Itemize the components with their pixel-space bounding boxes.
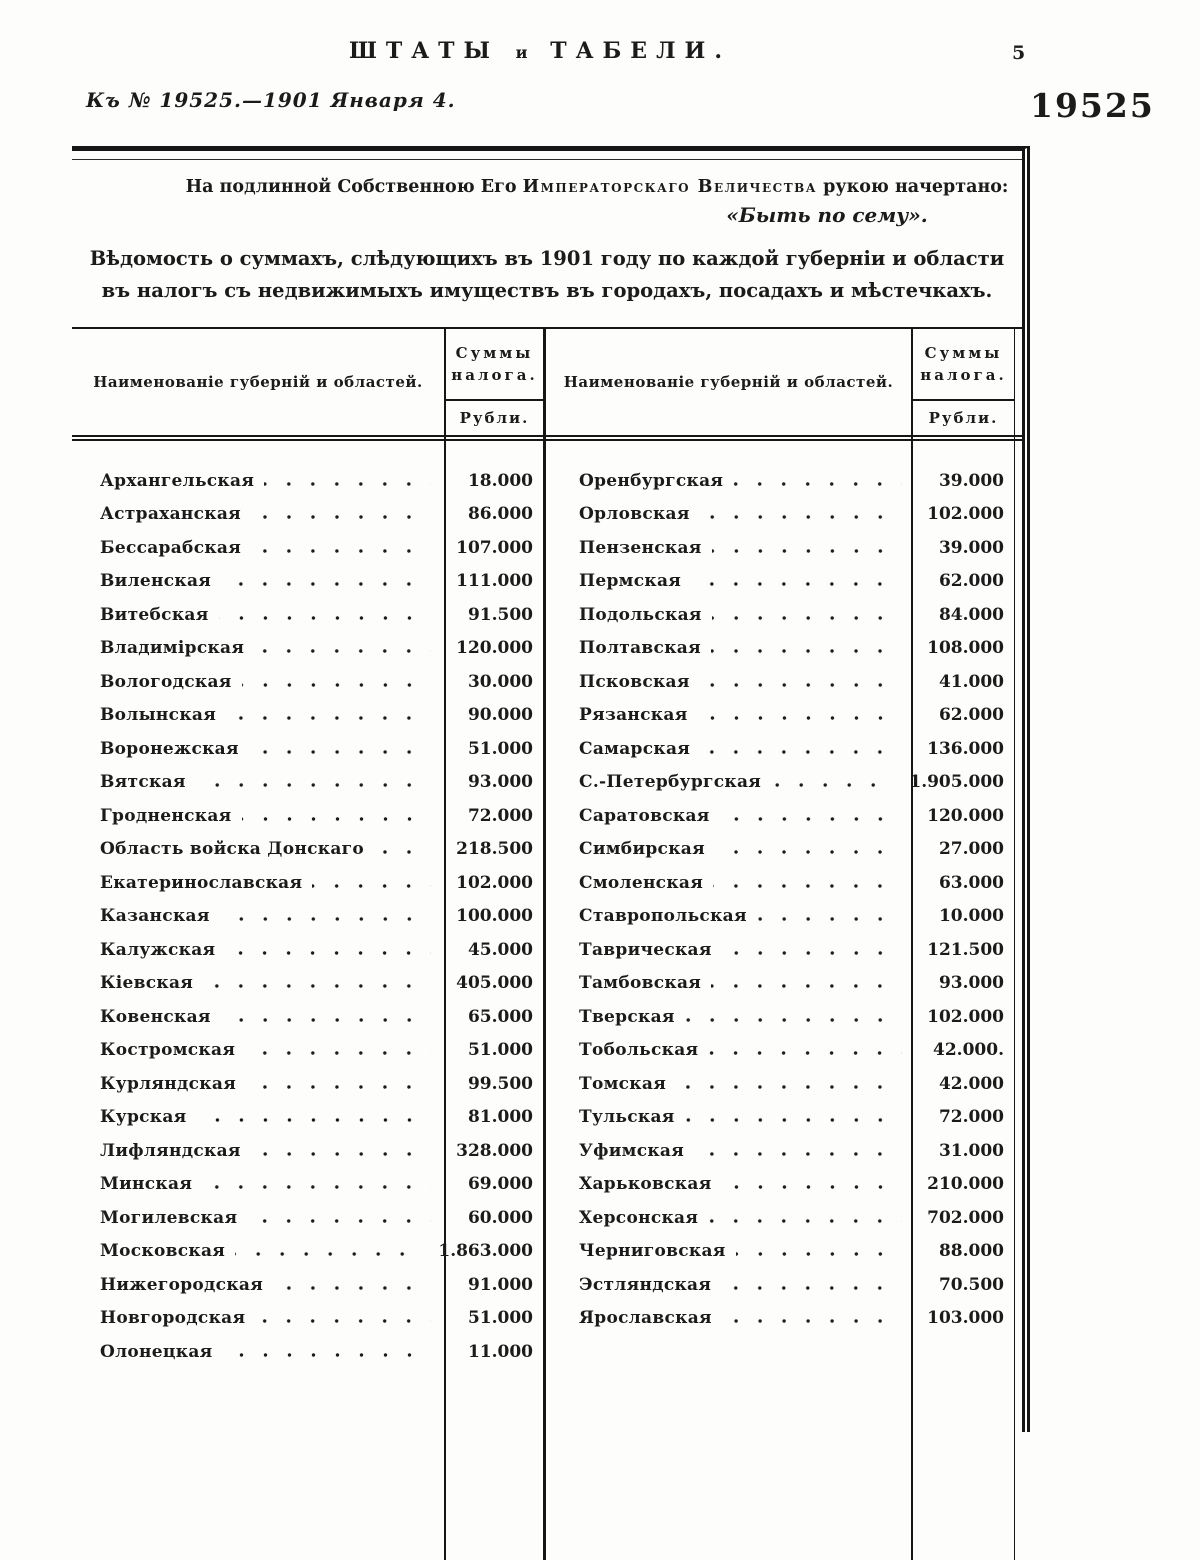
table-row [72,464,543,498]
table-row [72,1067,543,1101]
governorate-name: Архангельская [100,470,255,491]
dot-leader [715,849,902,855]
top-thin-rule [72,159,1022,160]
governorate-name: Херсонская [579,1207,699,1228]
table-row [546,565,1014,599]
dot-leader [722,1318,902,1324]
tax-amount: 1.863.000 [438,1241,533,1262]
tax-amount: 93.000 [938,973,1004,994]
dot-leader [223,1352,431,1358]
tax-amount: 10.000 [938,906,1004,927]
table-row [546,900,1014,934]
table-row [72,598,543,632]
header-conjunction: и [515,43,534,62]
governorate-name: Пермская [579,571,682,592]
governorate-name: Орловская [579,504,690,525]
table-body-right [546,464,1014,1335]
tax-amount: 62.000 [938,571,1004,592]
tax-amount: 102.000 [456,872,533,893]
governorate-name: Ставропольская [579,906,747,927]
tax-amount: 72.000 [938,1107,1004,1128]
table-row [546,967,1014,1001]
tax-amount: 1.905.000 [909,772,1004,793]
governorate-name: Витебская [100,604,209,625]
governorate-name: Тобольская [579,1040,699,1061]
page-header-title [300,38,780,64]
table-row [546,699,1014,733]
dot-leader [249,749,431,755]
dot-leader [685,1017,902,1023]
governorate-name: Калужская [100,939,216,960]
dot-leader [254,648,431,654]
proclamation-majesty: Императорскаго Величества [522,177,818,197]
governorate-name: Волынская [100,705,217,726]
table-row [72,1302,543,1336]
governorate-name: Нижегородская [100,1274,264,1295]
governorate-name: Эстляндская [579,1274,712,1295]
table-row [546,1067,1014,1101]
dot-leader [251,548,431,554]
governorate-name: Оренбургская [579,470,724,491]
governorate-name: Виленская [100,571,212,592]
tax-amount: 70.500 [938,1274,1004,1295]
proclamation-prefix: На подлинной Собственною Его [185,177,523,197]
governorate-name: Владимірская [100,638,245,659]
tax-amount: 42.000 [938,1073,1004,1094]
tax-amount: 39.000 [938,470,1004,491]
column-rule-right-edge [1014,329,1015,1560]
dot-leader [255,1318,431,1324]
tax-amount: 136.000 [927,738,1004,759]
tax-amount: 51.000 [467,1040,533,1061]
proclamation-suffix: рукою начертано: [817,177,1009,197]
table-row [72,1134,543,1168]
governorate-name: Курляндская [100,1073,237,1094]
dot-leader [245,1050,431,1056]
table-row [72,799,543,833]
tax-amount: 93.000 [467,772,533,793]
dot-leader [251,1151,431,1157]
governorate-name: Таврическая [579,939,712,960]
tax-amount: 99.500 [467,1073,533,1094]
governorate-name: Томская [579,1073,667,1094]
document-reference: Къ № 19525.—1901 Января 4. [86,88,456,112]
tax-amount: 18.000 [467,470,533,491]
tax-amount: 42.000. [933,1040,1004,1061]
table-row [546,1302,1014,1336]
tax-amount: 63.000 [938,872,1004,893]
dot-leader [694,1151,902,1157]
governorate-name: Кіевская [100,973,194,994]
table-row [72,1201,543,1235]
tax-amount: 86.000 [467,504,533,525]
sum-header-word1: Суммы [455,343,534,362]
governorate-name: Ковенская [100,1006,211,1027]
dot-leader [242,682,431,688]
dot-leader [721,1285,902,1291]
table-row [72,900,543,934]
governorate-name: Московская [100,1241,226,1262]
dot-leader [708,1050,902,1056]
tax-amount: 210.000 [927,1174,1004,1195]
governorate-name: Екатеринославская [100,872,303,893]
dot-leader [720,816,902,822]
tax-amount: 328.000 [456,1140,533,1161]
tax-amount: 88.000 [938,1241,1004,1262]
governorate-name: Гродненская [100,805,232,826]
tax-amount: 11.000 [467,1341,533,1362]
governorate-name: Костромская [100,1040,236,1061]
imperial-resolution: «Быть по сему». [726,203,928,227]
governorate-name: Олонецкая [100,1341,213,1362]
dot-leader [713,883,902,889]
dot-leader [711,983,902,989]
table-row [546,598,1014,632]
tax-amount: 65.000 [467,1006,533,1027]
dot-leader [711,648,902,654]
table-body-left [72,464,543,1369]
dot-leader [196,782,431,788]
dot-leader [251,514,431,520]
governorate-name: Полтавская [579,638,701,659]
sum-header-words [920,329,1006,399]
dot-leader [312,883,431,889]
table-row [546,1168,1014,1202]
column-header-names-right: Наименованіе губерній и областей. [563,373,894,391]
tax-amount: 27.000 [938,839,1004,860]
tax-amount: 108.000 [927,638,1004,659]
dot-leader [226,715,431,721]
governorate-name: Область войска Донскаго [100,839,365,860]
table-row [546,1000,1014,1034]
governorate-name: Вологодская [100,671,232,692]
tax-amount: 90.000 [467,705,533,726]
table-row [546,1235,1014,1269]
dot-leader [685,1117,902,1123]
tax-amount: 51.000 [467,1308,533,1329]
tax-amount: 69.000 [467,1174,533,1195]
sum-header-word2: налога. [451,366,538,384]
tax-amount: 31.000 [938,1140,1004,1161]
governorate-name: Казанская [100,906,210,927]
table-row [72,766,543,800]
tax-amount: 120.000 [927,805,1004,826]
table-row [546,632,1014,666]
tax-amount: 107.000 [456,537,533,558]
column-header-sums-left [446,329,543,435]
dot-leader [203,983,431,989]
governorate-name: Могилевская [100,1207,238,1228]
dot-leader [722,950,902,956]
page-number: 5 [1012,42,1026,64]
tax-amount: 45.000 [467,939,533,960]
governorate-name: Новгородская [100,1308,246,1329]
table-row [72,565,543,599]
tax-amount: 111.000 [456,571,533,592]
dot-leader [221,581,431,587]
governorate-name: Лифляндская [100,1140,241,1161]
tax-amount: 121.500 [927,939,1004,960]
governorate-name: Псковская [579,671,690,692]
table-row [72,1335,543,1369]
governorate-name: Тверская [579,1006,675,1027]
governorate-name: Подольская [579,604,702,625]
tax-amount: 62.000 [938,705,1004,726]
sum-header-words [451,329,537,399]
governorate-name: Бессарабская [100,537,242,558]
governorate-name: Харьковская [579,1174,712,1195]
imperial-proclamation [72,177,1022,197]
dot-leader [712,548,902,554]
dot-leader [733,481,902,487]
dot-leader [225,950,431,956]
dot-leader [712,615,902,621]
tax-amount: 103.000 [927,1308,1004,1329]
governorate-name: Самарская [579,738,691,759]
table-row [72,1268,543,1302]
table-row [546,1101,1014,1135]
dot-leader [676,1084,902,1090]
table-row [72,933,543,967]
dot-leader [264,481,431,487]
table-row [546,933,1014,967]
table-row [72,1000,543,1034]
governorate-name: Тульская [579,1107,675,1128]
table-row [546,1134,1014,1168]
table-row [72,1235,543,1269]
table-row [546,732,1014,766]
governorate-name: Ярославская [579,1308,712,1329]
table-row [72,498,543,532]
dot-leader [219,615,431,621]
column-header-names-left: Наименованіе губерній и областей. [93,373,423,391]
table-row [546,1034,1014,1068]
governorate-name: Саратовская [579,805,710,826]
governorate-name: Тамбовская [579,973,702,994]
dot-leader [757,916,902,922]
document-title: Вѣдомость о суммахъ, слѣдующихъ въ 1901 году по каждой губерніи и области въ налогъ съ недвижимыхъ имуществъ въ городахъ, посадахъ и мѣстечкахъ. [89,247,1005,302]
column-header-sums-right [913,329,1014,435]
table-row [546,1268,1014,1302]
tax-amount: 51.000 [467,738,533,759]
dot-leader [722,1184,902,1190]
governorate-name: Рязанская [579,705,688,726]
governorate-name: Астраханская [100,504,242,525]
dot-leader [247,1218,431,1224]
tax-amount: 102.000 [927,504,1004,525]
document-number: 19525 [1030,86,1155,125]
dot-leader [242,816,432,822]
table-row [72,531,543,565]
dot-leader [235,1251,424,1257]
governorate-name: Смоленская [579,872,704,893]
table-row [72,1101,543,1135]
dot-leader [700,749,902,755]
tax-amount: 60.000 [467,1207,533,1228]
table-row [72,967,543,1001]
table-row [546,531,1014,565]
governorate-name: Черниговская [579,1241,726,1262]
table-row [546,799,1014,833]
table-row [546,665,1014,699]
sum-header-word1: Суммы [924,343,1003,362]
dot-leader [202,1184,431,1190]
tax-amount: 218.500 [456,839,533,860]
dot-leader [246,1084,431,1090]
dot-leader [221,1017,431,1023]
table-row [72,1168,543,1202]
table-row [72,699,543,733]
dot-leader [700,514,902,520]
governorate-name: Минская [100,1174,193,1195]
tax-amount: 84.000 [938,604,1004,625]
tax-amount: 91.000 [467,1274,533,1295]
tax-amount: 81.000 [467,1107,533,1128]
header-word-tabeli: ТАБЕЛИ. [550,38,731,64]
tax-amount: 72.000 [467,805,533,826]
governorate-name: Курская [100,1107,187,1128]
dot-leader [691,581,902,587]
table-row [72,833,543,867]
table-row [546,766,1014,800]
table-row [72,866,543,900]
table-header-double-rule [72,435,1022,441]
dot-leader [197,1117,431,1123]
table-row [72,665,543,699]
table-row [546,464,1014,498]
table-row [546,866,1014,900]
governorate-name: С.-Петербургская [579,772,762,793]
dot-leader [708,1218,902,1224]
dot-leader [736,1251,902,1257]
tax-amount: 41.000 [938,671,1004,692]
dot-leader [771,782,895,788]
governorate-name: Вятская [100,772,186,793]
table-row [546,498,1014,532]
sum-unit-label: Рубли. [928,409,999,427]
tax-amount: 405.000 [456,973,533,994]
tax-amount: 102.000 [927,1006,1004,1027]
table-row [72,732,543,766]
tax-amount: 39.000 [938,537,1004,558]
table-row [546,833,1014,867]
dot-leader [273,1285,431,1291]
sum-header-word2: налога. [920,366,1007,384]
table-row [72,1034,543,1068]
table-row [72,632,543,666]
governorate-name: Воронежская [100,738,239,759]
tax-amount: 120.000 [456,638,533,659]
dot-leader [220,916,431,922]
tax-amount: 30.000 [467,671,533,692]
document-sheet [72,146,1030,1432]
governorate-name: Симбирская [579,839,705,860]
tax-amount: 702.000 [927,1207,1004,1228]
dot-leader [700,682,902,688]
dot-leader [374,849,431,855]
governorate-name: Пензенская [579,537,702,558]
sum-unit-label: Рубли. [459,409,530,427]
header-word-shtaty: ШТАТЫ [349,38,499,64]
table-row [546,1201,1014,1235]
governorate-name: Уфимская [579,1140,685,1161]
tax-amount: 91.500 [467,604,533,625]
tax-amount: 100.000 [456,906,533,927]
dot-leader [698,715,902,721]
